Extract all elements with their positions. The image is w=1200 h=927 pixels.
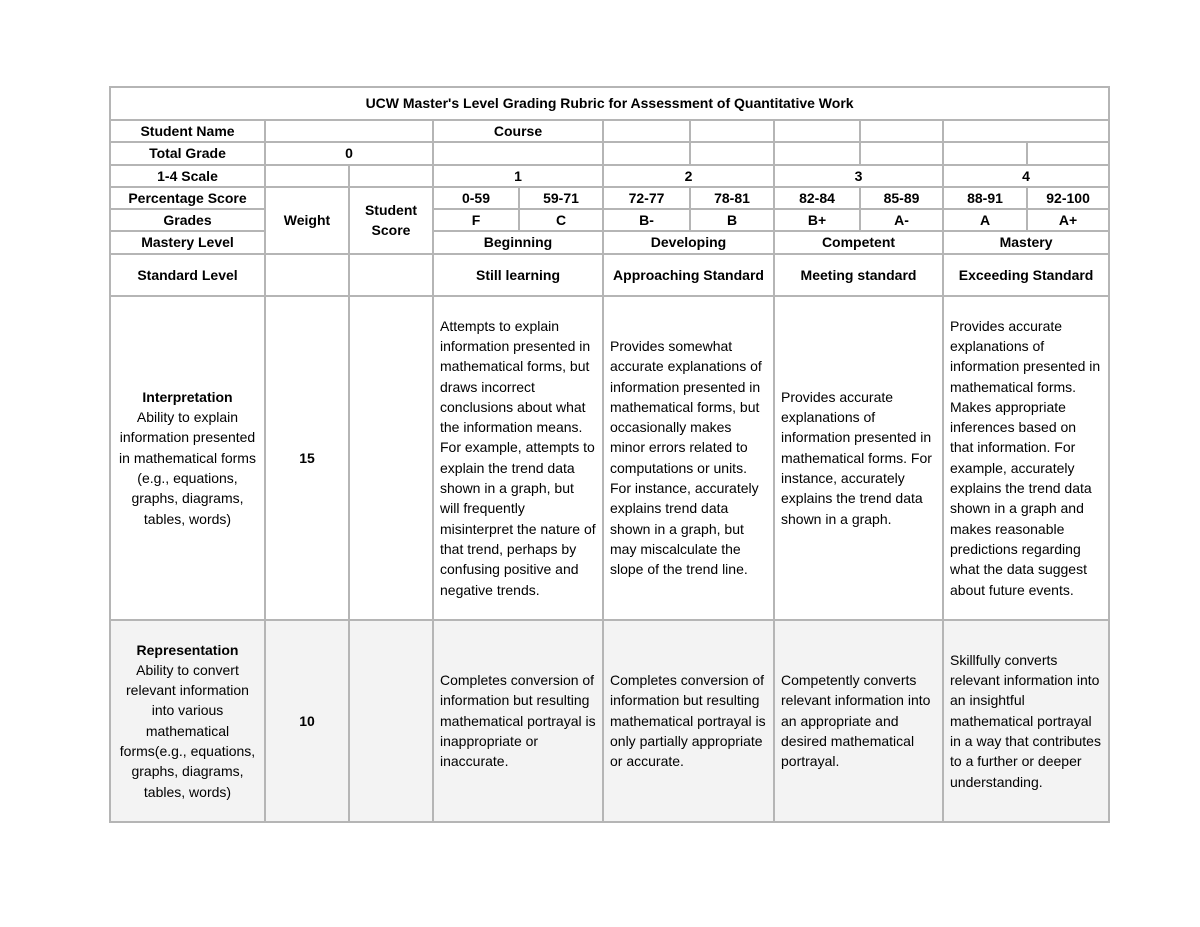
scale-value: 1	[433, 165, 603, 187]
scale-label: 1-4 Scale	[110, 165, 265, 187]
grade-letter: A+	[1027, 209, 1109, 231]
criterion-label	[110, 620, 265, 822]
total-grade-label: Total Grade	[110, 142, 265, 164]
scale-value: 2	[603, 165, 774, 187]
student-score-field[interactable]	[349, 296, 433, 620]
empty-cell	[1027, 142, 1109, 164]
standard-level: Meeting standard	[774, 254, 943, 296]
percentage-range: 85-89	[860, 187, 943, 209]
level-description: Attempts to explain information presented in mathematical forms, but draws incorrect conclusions about what the information means. For example, attempts to explain the trend data shown in a graph, but will frequently misinterpret the nature of that trend, perhaps by confusing positive and negative trends.	[433, 296, 603, 620]
mastery-label: Mastery Level	[110, 231, 265, 253]
criterion-row	[110, 296, 1109, 620]
criterion-name: Representation	[136, 641, 239, 658]
mastery-level: Mastery	[943, 231, 1109, 253]
standard-level: Still learning	[433, 254, 603, 296]
level-description: Skillfully converts relevant information into an insightful mathematical portrayal in a way that contributes to a further or deeper understanding.	[943, 620, 1109, 822]
empty-cell	[433, 142, 603, 164]
grade-letter: C	[519, 209, 603, 231]
mastery-level: Competent	[774, 231, 943, 253]
level-description: Provides somewhat accurate explanations of information presented in mathematical forms, but occasionally makes minor errors related to computations or units. For instance, accurately explains trend data shown in a graph, but may miscalculate the slope of the trend line.	[603, 296, 774, 620]
criterion-label	[110, 296, 265, 620]
criterion-description: Ability to explain information presented in mathematical forms (e.g., equations, graphs, diagrams, tables, words)	[119, 409, 256, 527]
empty-cell	[690, 142, 774, 164]
empty-cell	[265, 165, 349, 187]
standard-level: Exceeding Standard	[943, 254, 1109, 296]
student-name-label: Student Name	[110, 120, 265, 142]
empty-cell	[603, 142, 690, 164]
level-description: Completes conversion of information but resulting mathematical portrayal is only partially appropriate or accurate.	[603, 620, 774, 822]
criterion-weight: 15	[265, 296, 349, 620]
scale-value: 4	[943, 165, 1109, 187]
level-description: Provides accurate explanations of information presented in mathematical forms. For instance, accurately explains the trend data shown in a graph.	[774, 296, 943, 620]
grade-letter: A	[943, 209, 1027, 231]
empty-cell	[860, 142, 943, 164]
empty-cell	[774, 142, 860, 164]
grade-letter: F	[433, 209, 519, 231]
course-field[interactable]	[774, 120, 860, 142]
course-field[interactable]	[690, 120, 774, 142]
criterion-row	[110, 620, 1109, 822]
grades-label: Grades	[110, 209, 265, 231]
empty-cell	[943, 142, 1027, 164]
percentage-range: 82-84	[774, 187, 860, 209]
course-field[interactable]	[860, 120, 943, 142]
standard-level: Approaching Standard	[603, 254, 774, 296]
grade-letter: B+	[774, 209, 860, 231]
criterion-description: Ability to convert relevant information into various mathematical forms(e.g., equations, graphs, diagrams, tables, words)	[119, 661, 256, 800]
course-field[interactable]	[943, 120, 1109, 142]
empty-cell	[349, 165, 433, 187]
grading-rubric-table	[109, 86, 1110, 823]
mastery-level: Beginning	[433, 231, 603, 253]
student-score-header: Student Score	[349, 187, 433, 254]
scale-value: 3	[774, 165, 943, 187]
level-description: Provides accurate explanations of information presented in mathematical forms. Makes appropriate inferences based on that information. For example, accurately explains the trend data shown in a graph and makes reasonable predictions regarding what the data suggest about future events.	[943, 296, 1109, 620]
course-field[interactable]	[603, 120, 690, 142]
student-score-field[interactable]	[349, 620, 433, 822]
grade-letter: B	[690, 209, 774, 231]
rubric-title: UCW Master's Level Grading Rubric for Assessment of Quantitative Work	[110, 87, 1109, 120]
weight-header: Weight	[265, 187, 349, 254]
grade-letter: A-	[860, 209, 943, 231]
total-grade-value[interactable]: 0	[265, 142, 433, 164]
percentage-range: 78-81	[690, 187, 774, 209]
standard-label: Standard Level	[110, 254, 265, 296]
grade-letter: B-	[603, 209, 690, 231]
mastery-level: Developing	[603, 231, 774, 253]
student-name-field[interactable]	[265, 120, 433, 142]
level-description: Competently converts relevant information into an appropriate and desired mathematical portrayal.	[774, 620, 943, 822]
percentage-range: 72-77	[603, 187, 690, 209]
percentage-label: Percentage Score	[110, 187, 265, 209]
empty-cell	[349, 254, 433, 296]
empty-cell	[265, 254, 349, 296]
course-label: Course	[433, 120, 603, 142]
percentage-range: 88-91	[943, 187, 1027, 209]
criterion-name: Interpretation	[142, 388, 233, 405]
percentage-range: 0-59	[433, 187, 519, 209]
percentage-range: 92-100	[1027, 187, 1109, 209]
level-description: Completes conversion of information but resulting mathematical portrayal is inappropriate or inaccurate.	[433, 620, 603, 822]
criterion-weight: 10	[265, 620, 349, 822]
percentage-range: 59-71	[519, 187, 603, 209]
